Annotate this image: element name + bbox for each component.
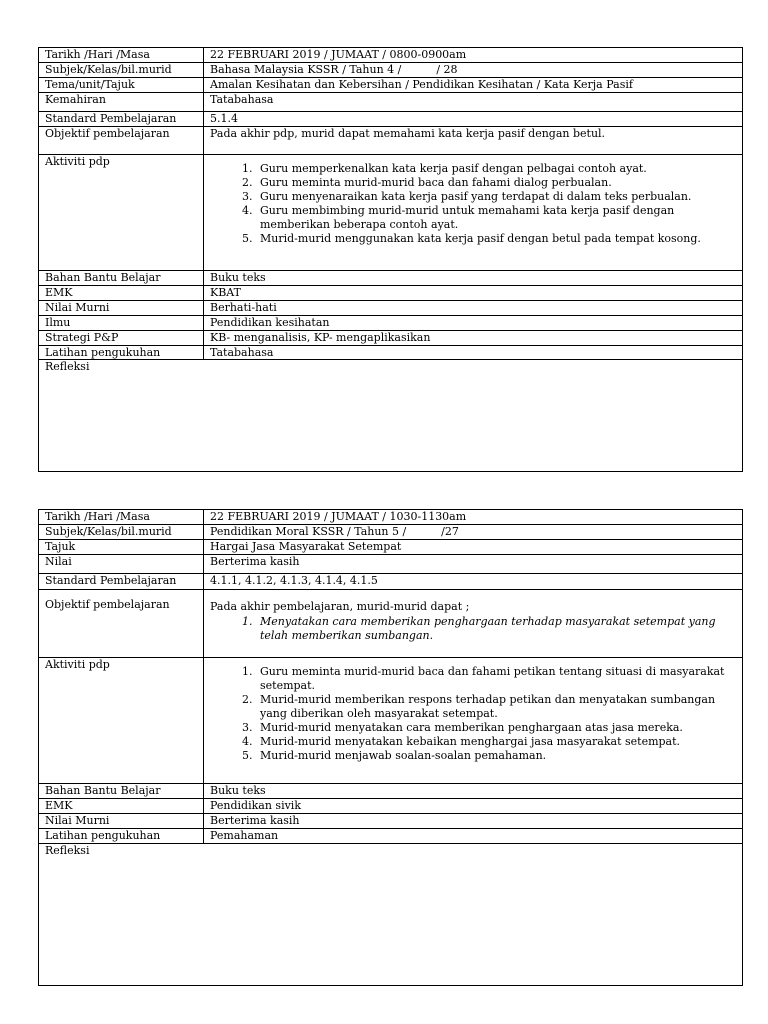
label-bahan: Bahan Bantu Belajar (39, 784, 204, 799)
label-aktiviti: Aktiviti pdp (39, 658, 204, 784)
row-emk (39, 286, 743, 301)
row-objektif (39, 590, 743, 658)
list-item: 1. Guru memperkenalkan kata kerja pasif dengan pelbagai contoh ayat. (256, 162, 736, 176)
value-latihan: Tatabahasa (204, 346, 743, 360)
label-bahan: Bahan Bantu Belajar (39, 271, 204, 286)
row-refleksi (39, 844, 743, 986)
label-objektif: Objektif pembelajaran (39, 127, 204, 155)
label-kemahiran: Kemahiran (39, 93, 204, 112)
value-aktiviti (204, 155, 743, 271)
list-item: 1. Guru meminta murid-murid baca dan fahami petikan tentang situasi di masyarakat setempat. (256, 665, 736, 693)
row-tema (39, 78, 743, 93)
value-strategi: KB- menganalisis, KP- mengaplikasikan (204, 331, 743, 346)
value-kemahiran: Tatabahasa (204, 93, 743, 112)
list-item: 5. Murid-murid menjawab soalan-soalan pemahaman. (256, 749, 736, 763)
label-aktiviti: Aktiviti pdp (39, 155, 204, 271)
label-refleksi: Refleksi (39, 360, 743, 472)
label-tema: Tema/unit/Tajuk (39, 78, 204, 93)
label-refleksi: Refleksi (39, 844, 743, 986)
list-item: 4. Murid-murid menyatakan kebaikan menghargai jasa masyarakat setempat. (256, 735, 736, 749)
label-objektif: Objektif pembelajaran (39, 590, 204, 658)
label-standard: Standard Pembelajaran (39, 574, 204, 590)
value-emk: KBAT (204, 286, 743, 301)
label-nilai: Nilai (39, 555, 204, 574)
row-bahan (39, 271, 743, 286)
row-standard (39, 112, 743, 127)
value-emk: Pendidikan sivik (204, 799, 743, 814)
row-nilai (39, 555, 743, 574)
row-tajuk (39, 540, 743, 555)
label-latihan: Latihan pengukuhan (39, 346, 204, 360)
value-objektif: Pada akhir pdp, murid dapat memahami kata kerja pasif dengan betul. (204, 127, 743, 155)
row-aktiviti (39, 155, 743, 271)
list-item: 2. Guru meminta murid-murid baca dan fahami dialog perbualan. (256, 176, 736, 190)
value-nilai: Berterima kasih (204, 555, 743, 574)
row-tarikh (39, 48, 743, 63)
objektif-intro: Pada akhir pembelajaran, murid-murid dapat ; (210, 600, 470, 613)
value-bahan: Buku teks (204, 784, 743, 799)
aktiviti-list (210, 665, 736, 763)
row-nilai-murni (39, 814, 743, 829)
row-standard (39, 574, 743, 590)
value-aktiviti (204, 658, 743, 784)
value-objektif (204, 590, 743, 658)
value-subjek: Bahasa Malaysia KSSR / Tahun 4 / / 28 (204, 63, 743, 78)
value-latihan: Pemahaman (204, 829, 743, 844)
value-tema: Amalan Kesihatan dan Kebersihan / Pendidikan Kesihatan / Kata Kerja Pasif (204, 78, 743, 93)
row-nilai-murni (39, 301, 743, 316)
label-subjek: Subjek/Kelas/bil.murid (39, 63, 204, 78)
row-ilmu (39, 316, 743, 331)
objektif-list (210, 615, 736, 643)
value-nilai-murni: Berterima kasih (204, 814, 743, 829)
row-emk (39, 799, 743, 814)
row-latihan (39, 829, 743, 844)
label-strategi: Strategi P&P (39, 331, 204, 346)
value-tarikh: 22 FEBRUARI 2019 / JUMAAT / 0800-0900am (204, 48, 743, 63)
label-tarikh: Tarikh /Hari /Masa (39, 510, 204, 525)
label-nilai-murni: Nilai Murni (39, 301, 204, 316)
list-item: 5. Murid-murid menggunakan kata kerja pasif dengan betul pada tempat kosong. (256, 232, 736, 246)
list-item: 2. Murid-murid memberikan respons terhadap petikan dan menyatakan sumbangan yang diberikan oleh masyarakat setempat. (256, 693, 736, 721)
list-item: 4. Guru membimbing murid-murid untuk memahami kata kerja pasif dengan memberikan beberapa contoh ayat. (256, 204, 736, 232)
label-tarikh: Tarikh /Hari /Masa (39, 48, 204, 63)
lesson-plan-1 (38, 47, 743, 472)
label-nilai-murni: Nilai Murni (39, 814, 204, 829)
row-subjek (39, 63, 743, 78)
label-subjek: Subjek/Kelas/bil.murid (39, 525, 204, 540)
label-standard: Standard Pembelajaran (39, 112, 204, 127)
aktiviti-list (210, 162, 736, 246)
lesson-plan-2 (38, 509, 743, 986)
label-tajuk: Tajuk (39, 540, 204, 555)
label-latihan: Latihan pengukuhan (39, 829, 204, 844)
label-emk: EMK (39, 799, 204, 814)
row-subjek (39, 525, 743, 540)
row-refleksi (39, 360, 743, 472)
value-standard: 5.1.4 (204, 112, 743, 127)
value-ilmu: Pendidikan kesihatan (204, 316, 743, 331)
row-objektif (39, 127, 743, 155)
list-item: 3. Guru menyenaraikan kata kerja pasif yang terdapat di dalam teks perbualan. (256, 190, 736, 204)
label-emk: EMK (39, 286, 204, 301)
label-ilmu: Ilmu (39, 316, 204, 331)
row-latihan (39, 346, 743, 360)
value-subjek: Pendidikan Moral KSSR / Tahun 5 / /27 (204, 525, 743, 540)
value-standard: 4.1.1, 4.1.2, 4.1.3, 4.1.4, 4.1.5 (204, 574, 743, 590)
list-item: 1. Menyatakan cara memberikan penghargaan terhadap masyarakat setempat yang telah memberikan sumbangan. (256, 615, 736, 643)
value-bahan: Buku teks (204, 271, 743, 286)
value-tajuk: Hargai Jasa Masyarakat Setempat (204, 540, 743, 555)
row-kemahiran (39, 93, 743, 112)
value-tarikh: 22 FEBRUARI 2019 / JUMAAT / 1030-1130am (204, 510, 743, 525)
row-tarikh (39, 510, 743, 525)
list-item: 3. Murid-murid menyatakan cara memberikan penghargaan atas jasa mereka. (256, 721, 736, 735)
row-aktiviti (39, 658, 743, 784)
row-bahan (39, 784, 743, 799)
row-strategi (39, 331, 743, 346)
value-nilai-murni: Berhati-hati (204, 301, 743, 316)
